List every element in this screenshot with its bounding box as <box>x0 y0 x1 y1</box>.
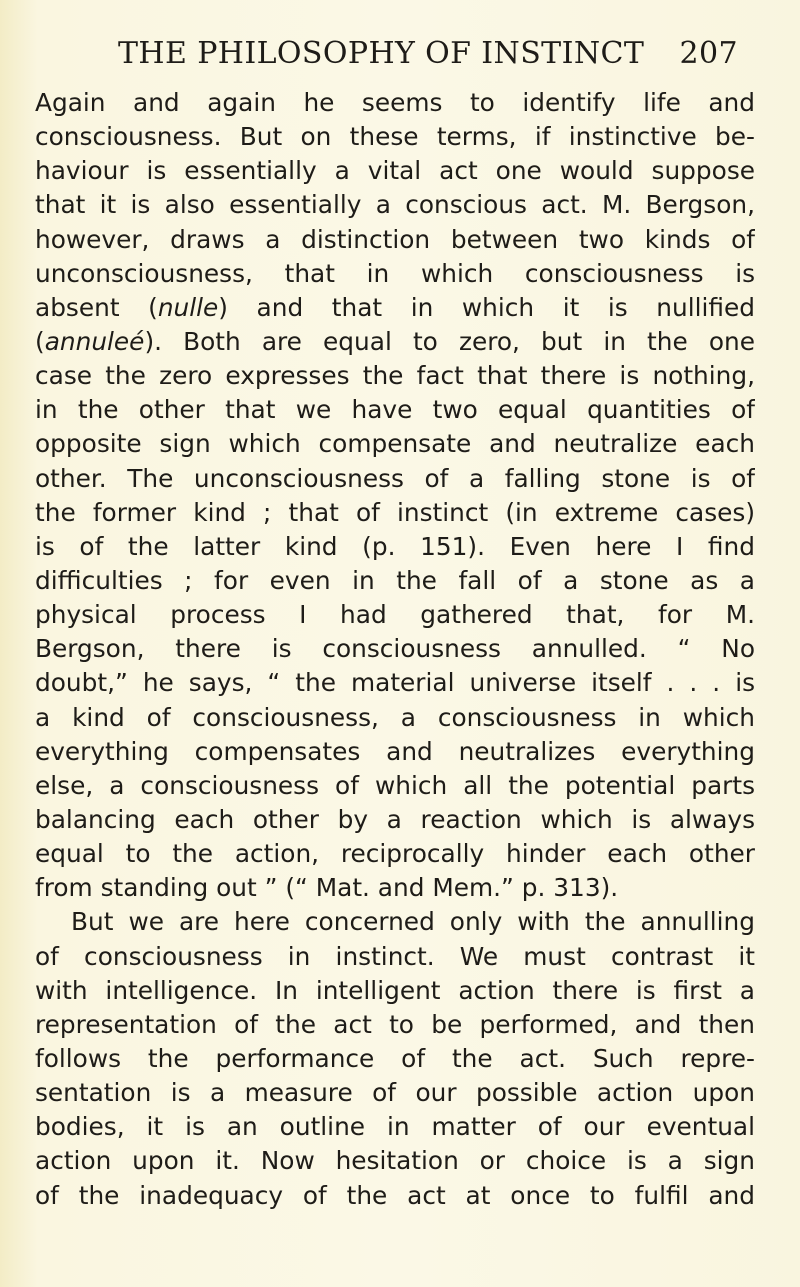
text-line: the former kind ; that of instinct (in extreme cases) <box>35 497 755 527</box>
text-line: Bergson, there is consciousness annulled. “ No <box>35 634 755 664</box>
text-line: that it is also essentially a conscious act. M. Bergson, <box>35 190 755 220</box>
text-line <box>35 325 755 359</box>
text-line: everything compensates and neutralizes everything <box>35 736 755 766</box>
text-line: opposite sign which compensate and neutralize each <box>35 429 755 459</box>
text-line: of the inadequacy of the act at once to fulfil and <box>35 1180 755 1210</box>
text-fragment: ( <box>35 326 45 356</box>
text-line: consciousness. But on these terms, if instinctive be- <box>35 122 755 152</box>
page-number: 207 <box>679 36 738 71</box>
text-line: action upon it. Now hesitation or choice is a sign <box>35 1146 755 1176</box>
text-line: from standing out ” (“ Mat. and Mem.” p. 313). <box>35 873 619 903</box>
text-line: haviour is essentially a vital act one would suppose <box>35 156 755 186</box>
text-line <box>35 291 755 325</box>
text-line: Again and again he seems to identify life and <box>35 88 755 117</box>
italic-term-nulle: nulle <box>157 292 219 322</box>
body-text <box>35 86 755 1213</box>
text-line: But we are here concerned only with the annulling <box>71 907 755 937</box>
text-line: a kind of consciousness, a consciousness in which <box>35 702 755 732</box>
text-line: bodies, it is an outline in matter of our eventual <box>35 1112 755 1142</box>
text-line: doubt,” he says, “ the material universe itself . . . is <box>35 668 755 698</box>
running-header <box>118 36 738 71</box>
text-line: else, a consciousness of which all the potential parts <box>35 770 755 800</box>
text-fragment: ). Both are equal to zero, but in the one <box>144 326 755 356</box>
text-fragment: absent ( <box>35 292 158 322</box>
text-line: of consciousness in instinct. We must contrast it <box>35 941 755 971</box>
text-line: case the zero expresses the fact that there is nothing, <box>35 361 755 391</box>
text-fragment: ) and that in which it is nullified <box>218 292 755 322</box>
text-line: in the other that we have two equal quantities of <box>35 395 755 425</box>
text-line: however, draws a distinction between two kinds of <box>35 224 755 254</box>
text-line: with intelligence. In intelligent action there is first a <box>35 975 755 1005</box>
text-line: representation of the act to be performed, and then <box>35 1009 755 1039</box>
text-line: balancing each other by a reaction which is always <box>35 804 755 834</box>
running-title: THE PHILOSOPHY OF INSTINCT <box>118 36 645 71</box>
text-line: sentation is a measure of our possible action upon <box>35 1078 755 1108</box>
text-line: physical process I had gathered that, for M. <box>35 600 755 630</box>
italic-term-annulee: annuleé <box>44 326 145 356</box>
text-line: follows the performance of the act. Such repre- <box>35 1043 755 1073</box>
text-line: equal to the action, reciprocally hinder each other <box>35 839 755 869</box>
text-line: is of the latter kind (p. 151). Even here I find <box>35 531 755 561</box>
text-line: difficulties ; for even in the fall of a stone as a <box>35 565 755 595</box>
text-line: unconsciousness, that in which consciousness is <box>35 258 755 288</box>
text-line: other. The unconsciousness of a falling stone is of <box>35 463 755 493</box>
